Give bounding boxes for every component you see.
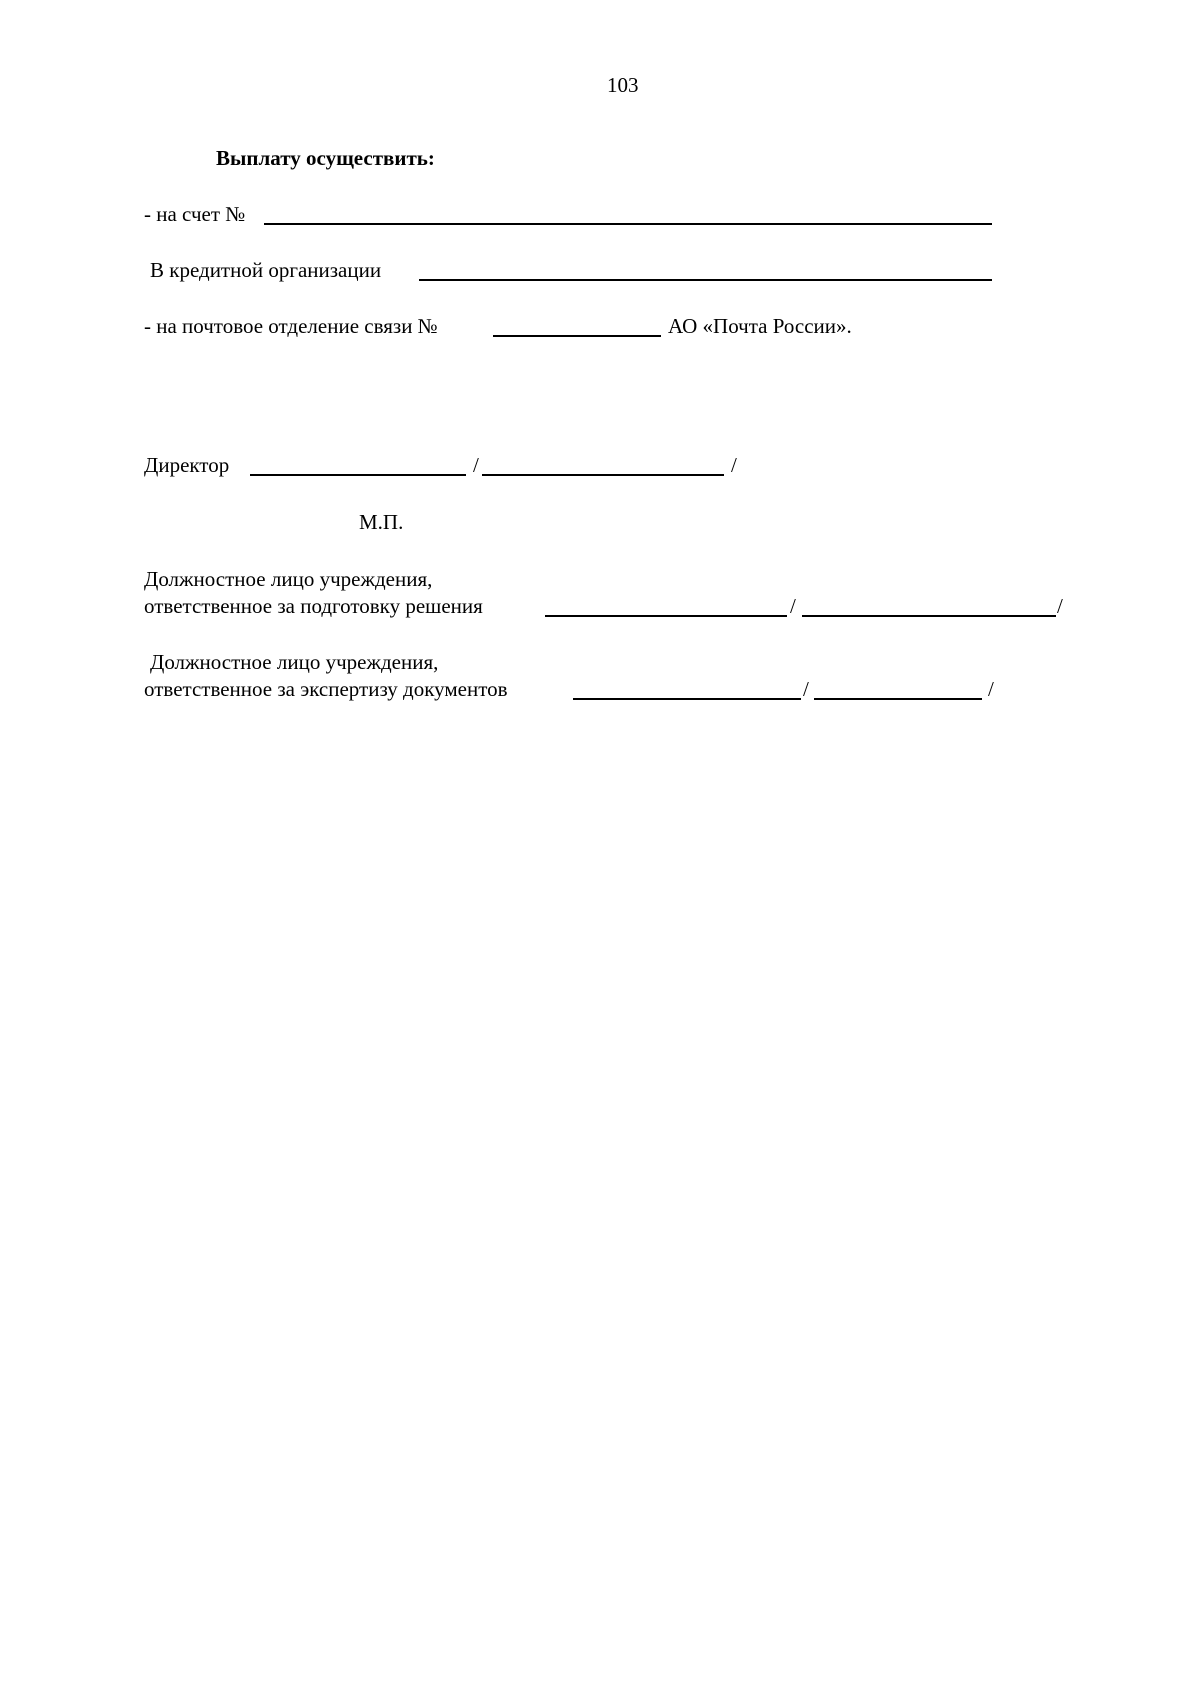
official-decision-line2: ответственное за подготовку решения (144, 594, 483, 618)
official-expertise-separator: / (803, 677, 809, 701)
official-expertise-signature-field[interactable] (573, 698, 801, 700)
director-end-slash: / (731, 453, 737, 477)
stamp-place-label: М.П. (359, 510, 404, 534)
account-label: - на счет № (144, 202, 246, 226)
post-office-number-field[interactable] (493, 335, 661, 337)
official-decision-separator: / (790, 594, 796, 618)
official-decision-signature-field[interactable] (545, 615, 787, 617)
page-number: 103 (607, 73, 639, 97)
official-decision-end-slash: / (1057, 594, 1063, 618)
director-name-field[interactable] (482, 474, 724, 476)
director-separator: / (473, 453, 479, 477)
bank-name-field[interactable] (419, 279, 992, 281)
post-office-label: - на почтовое отделение связи № (144, 314, 438, 338)
account-number-field[interactable] (264, 223, 992, 225)
bank-label: В кредитной организации (150, 258, 382, 282)
post-office-suffix: АО «Почта России». (668, 314, 852, 338)
director-label: Директор (144, 453, 230, 477)
official-decision-name-field[interactable] (802, 615, 1056, 617)
official-decision-line1: Должностное лицо учреждения, (144, 567, 433, 591)
director-signature-field[interactable] (250, 474, 466, 476)
payment-heading: Выплату осуществить: (216, 146, 435, 170)
official-expertise-line2: ответственное за экспертизу документов (144, 677, 508, 701)
official-expertise-end-slash: / (988, 677, 994, 701)
official-expertise-name-field[interactable] (814, 698, 982, 700)
official-expertise-line1: Должностное лицо учреждения, (150, 650, 439, 674)
